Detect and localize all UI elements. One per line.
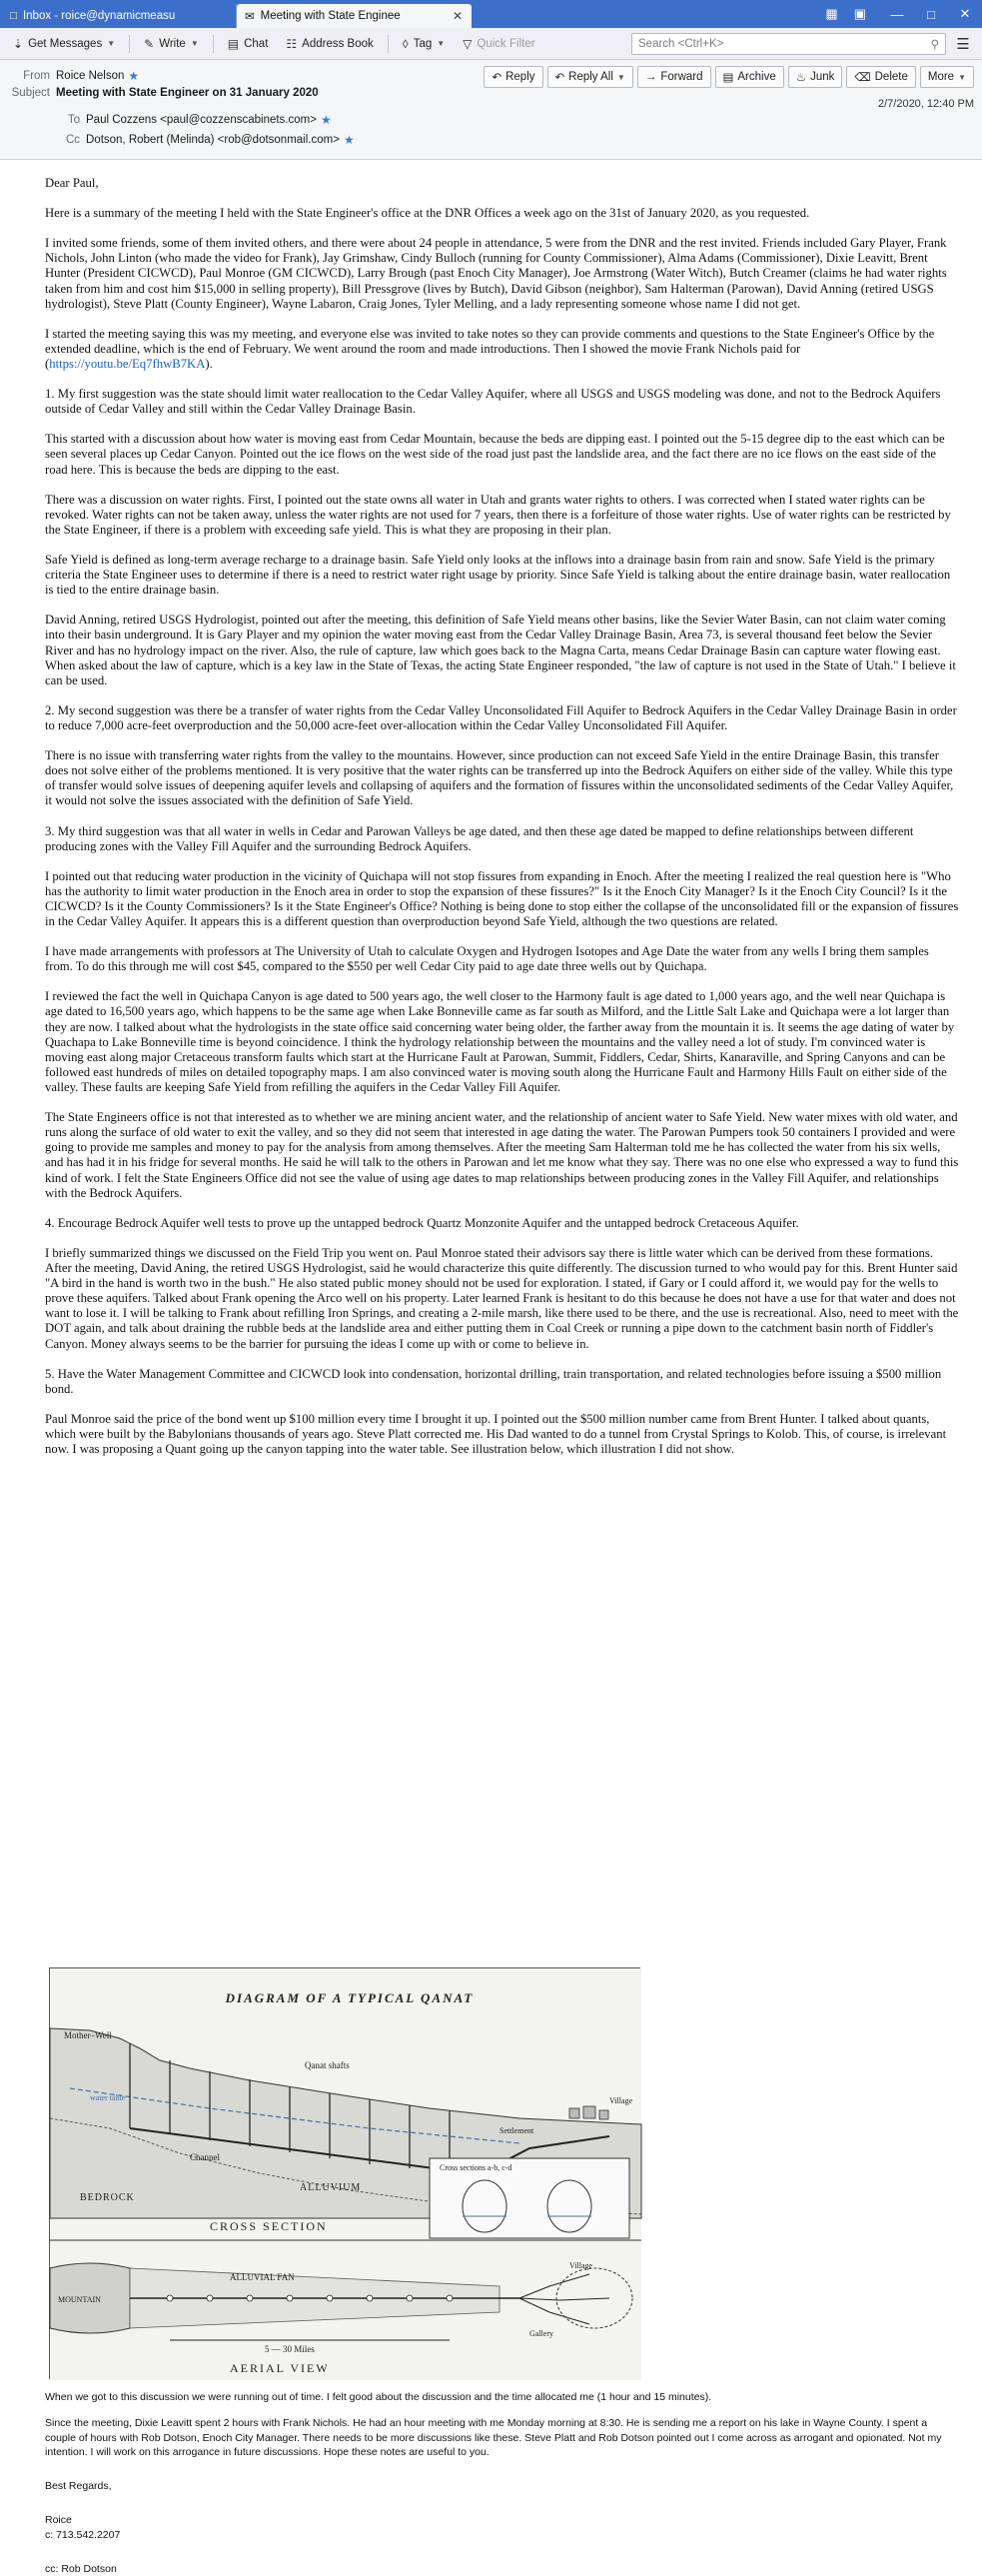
paragraph: 2. My second suggestion was there be a transfer of water rights from the Cedar Valley Unconsolidated Fill Aquifer to Bedrock Aquifers in the Cedar Valley Drainage Basin in order to reduce 7,000 acre-feet overproduction and the 50,000 acre-feet over-allocation within the Cedar Valley Unconsolidated Fill Aquifer. xyxy=(45,702,957,732)
label-water-table: water table xyxy=(90,2093,126,2102)
cc-label: Cc xyxy=(65,134,80,146)
quick-filter-label: Quick Filter xyxy=(477,37,535,50)
reply-button[interactable] xyxy=(484,66,542,88)
paragraph: Paul Monroe said the price of the bond went up $100 million every time I brought it up. I pointed out the $500 million number came from Brent Hunter. I talked about quants, which were built by the Babylonians thousands of years ago. Steve Platt corrected me. His Dad wanted to do a tunnel from Crystal Springs to Kolob. This, of course, is irrelevant now. I was proposing a Quant going up the canyon tapping into the water table. See illustration below, which illustration I did not show. xyxy=(45,1411,947,1457)
paragraph: David Anning, retired USGS Hydrologist, pointed out after the meeting, this definition of Safe Yield means other basins, like the Sevier Water Basin, can not claim water coming into their basin underground. It is Gary Player and my opinion the water moving east from the Cedar Valley Drainage Basin, Area 73, is several thousand feet below the Sevier River and has no hydrology impact on the river. Also, the rule of capture, law which goes back to the Magna Carta, means Cedar Drainage Basin can capture water flowing east. When asked about the law of capture, which is a key law in the State of Texas, the acting State Engineer responded, "the law of capture is not used in the State of Utah." I believe it can be used. xyxy=(45,613,956,687)
write-label: Write xyxy=(159,37,186,50)
paragraph: 5. Have the Water Management Committee and CICWCD look into condensation, horizontal drilling, train transportation, and related technologies before issuing a $500 million bond. xyxy=(45,1366,942,1396)
tab-message[interactable] xyxy=(237,4,472,28)
paragraph: 1. My first suggestion was the state should limit water reallocation to the Cedar Valley Aquifer, where all USGS and USGS modeling was done, and not to the Bedrock Aquifers outside of Cedar Valley and still within the Cedar Valley Drainage Basin. xyxy=(45,387,941,417)
paragraph: I reviewed the fact the well in Quichapa Canyon is age dated to 500 years ago, the well closer to the Harmony fault is age dated to 1,000 years ago, and the well near Quichapa is age dated to 16,500 years ago, which happens to be the same age when Lake Bonneville came as far south as Milford, and the Little Salt Lake and Quichapa were a lot larger than they are now. I talked about what the hydrologists in the state office said concerning water being older, the farther away from the mountain it is. It seems the age dating of water by Quachapa to Lake Bonneville time is beyond coincidence. I think the hydrology relationship between the mountains and the valley need a lot of study. I'm convinced water is moving east along major Cretaceous transform faults which start at the Hurricane Fault at Parowan, Summit, Fiddlers, Cedar, Shirts, Kanaraville, and Spring Canyons and can be followed east hundreds of miles on detailed topography maps. I am also convinced water is moving south along the Hurricane Fault and Harmony Hills Fault on either side of the valley. These faults are keeping Safe Yield from refilling the aquifers in the Cedar Valley Fill Aquifer. xyxy=(45,989,955,1095)
forward-label: Forward xyxy=(660,71,703,83)
tasks-icon[interactable]: ▣ xyxy=(853,6,866,21)
filter-icon: ▽ xyxy=(463,36,473,51)
paragraph: When we got to this discussion we were running out of time. I felt good about the discussion and the time allocated me (1 hour and 15 minutes). xyxy=(45,2391,712,2403)
figure-title: DIAGRAM OF A TYPICAL QANAT xyxy=(225,1990,475,2005)
signature-phone: c: 713.542.2207 xyxy=(45,2528,121,2541)
chevron-down-icon[interactable]: ▼ xyxy=(616,72,625,82)
cc-row xyxy=(0,133,355,147)
paragraph-text: ). xyxy=(205,356,213,371)
more-button[interactable] xyxy=(920,66,974,88)
forward-button[interactable] xyxy=(637,66,711,88)
envelope-icon: ✉ xyxy=(245,11,255,23)
tab-bar xyxy=(0,0,982,28)
star-icon[interactable]: ★ xyxy=(320,113,332,127)
from-value[interactable]: Roice Nelson xyxy=(56,70,125,82)
subject-row xyxy=(0,87,319,99)
label-qanat-shafts: Qanat shafts xyxy=(305,2060,350,2070)
label-mother-well: Mother–Well xyxy=(64,2030,112,2040)
paragraph: I pointed out that reducing water production in the vicinity of Quichapa will not stop fissures from expanding in Enoch. After the meeting I realized the real question here is "Who has the authority to limit water production in the Enoch area in order to stop the expansion of these fissures?" Is it the Enoch City Manager? Is it the Enoch City Council? Is it the CICWCD? Is it the County Commissioners? Is it the State Engineer's Office? Nothing is being done to stop either the collapse of the unconsolidated fill or the expansion of fissures in the Cedar Valley Aquifer. It appears this is a different question than overproduction beyond Safe Yield, although the two questions are related. xyxy=(45,868,959,929)
qanat-diagram xyxy=(49,1967,640,2379)
paragraph: Safe Yield is defined as long-term average recharge to a drainage basin. Safe Yield only looks at the inflows into a drainage basin from rain and snow. Safe Yield is the primary criteria the State Engineer uses to determine if there is a need to restrict water right usage by priority. Since Safe Yield is talking about the entire drainage basin, water reallocation is tied to the entire drainage basin. xyxy=(45,552,951,598)
to-row xyxy=(0,113,332,127)
label-gallery: Gallery xyxy=(529,2329,553,2338)
label-bedrock: BEDROCK xyxy=(80,2192,135,2203)
close-tab-icon[interactable]: ✕ xyxy=(452,9,463,23)
paragraph: 3. My third suggestion was that all water in wells in Cedar and Parowan Valleys be age dated, and then these age dated be mapped to define relationships between different producing zones with the Valley Fill Aquifer and the surrounding Bedrock Aquifers. xyxy=(45,823,914,853)
archive-icon: ▤ xyxy=(722,72,734,84)
minimize-icon[interactable]: — xyxy=(890,6,904,22)
tag-button[interactable] xyxy=(396,34,452,54)
sign-off: Best Regards, xyxy=(45,2480,112,2493)
subject-value: Meeting with State Engineer on 31 January 2020 xyxy=(56,87,319,99)
reply-label: Reply xyxy=(505,71,535,83)
pencil-icon: ✎ xyxy=(144,36,155,51)
label-cross-sections: Cross sections a-b, c-d xyxy=(440,2163,512,2172)
paragraph: Since the meeting, Dixie Leavitt spent 2 hours with Frank Nichols. He had an hour meeting with me Monday morning at 8:30. He is sending me a report on his lake in Wayne County. I spent a couple of hours with Rob Dotson, Enoch City Manager. There needs to be more discussions like these. Steve Platt and Rob Dotson pointed out I come across as arrogant and opionated. Not my intention. I will work on this arrogance in future discussions. Hope these notes are useful to you. xyxy=(45,2417,942,2458)
youtube-link[interactable]: https://youtu.be/Eq7fhwB7KA xyxy=(49,356,206,371)
from-row xyxy=(0,69,139,83)
chevron-down-icon[interactable]: ▼ xyxy=(190,39,199,48)
paragraph xyxy=(45,327,959,372)
calendar-icon[interactable]: ▦ xyxy=(825,6,838,21)
more-label: More xyxy=(927,71,955,83)
label-settlement: Settlement xyxy=(499,2126,534,2135)
paragraph: I invited some friends, some of them invited others, and there were about 24 people in attendance, 5 were from the DNR and the rest invited. Friends included Gary Player, Frank Nichols, John Linton (who made the video for Frank), Jay Grimshaw, Cindy Bulloch (running for County Commissioner), Alma Adams (Commissioner), Dixie Leavitt, Brent Hunter (President CICWCD), Paul Monroe (GM CICWCD), Larry Brough (past Enoch City Manager), Joe Armstrong (Water Witch), Butch Creamer (claims he had water rights taken from him and cost him $15,000 in selling property), Bill Pressgrove (lives by Butch), David Gibson (neighbor), Sam Halterman (Parowan), David Anning (retired USGS hydrologist), Steve Platt (County Engineer), Wayne Labaron, Craig Jones, Tyler Melling, and a lady representing someone whose name I did not get. xyxy=(45,236,947,311)
label-channel: Channel xyxy=(190,2152,220,2162)
paragraph: I have made arrangements with professors at The University of Utah to calculate Oxygen and Hydrogen Isotopes and Age Date the water from any wells I bring them samples from. To do this through me will cost $45, compared to the $550 per well Cedar City paid to age date three wells out by Quichapa. xyxy=(45,944,929,974)
chevron-down-icon: ▼ xyxy=(958,72,966,82)
chevron-down-icon[interactable]: ▼ xyxy=(107,39,116,48)
delete-button[interactable] xyxy=(846,66,916,88)
write-button[interactable] xyxy=(137,34,206,54)
junk-label: Junk xyxy=(810,71,835,83)
message-actions xyxy=(484,66,974,88)
label-village: Village xyxy=(609,2096,633,2105)
message-closing xyxy=(45,2390,959,2576)
address-book-icon: ☷ xyxy=(286,36,298,51)
get-messages-label: Get Messages xyxy=(28,37,103,50)
subject-label: Subject xyxy=(11,87,50,99)
paragraph-text: I started the meeting saying this was my meeting, and everyone else was invited to take notes so they can provide comments and questions to the State Engineer's Office by the extended deadline, which is the end of February. We went around the room and made introductions. Then I showed the movie Frank Nichols paid for ( xyxy=(45,326,935,371)
archive-label: Archive xyxy=(737,71,776,83)
label-aerial-view: AERIAL VIEW xyxy=(230,2361,330,2375)
message-header xyxy=(0,60,982,160)
star-icon[interactable]: ★ xyxy=(343,133,355,147)
inbox-icon: □ xyxy=(10,10,17,22)
search-placeholder: Search <Ctrl+K> xyxy=(638,37,724,50)
label-village: Village xyxy=(569,2261,593,2270)
label-miles: 5 — 30 Miles xyxy=(265,2344,315,2354)
label-mountain: MOUNTAIN xyxy=(58,2295,101,2304)
delete-label: Delete xyxy=(874,71,908,83)
to-value[interactable]: Paul Cozzens <paul@cozzenscabinets.com> xyxy=(86,114,317,126)
tag-label: Tag xyxy=(413,37,433,50)
reply-all-button[interactable] xyxy=(547,66,633,88)
message-date: 2/7/2020, 12:40 PM xyxy=(877,98,974,110)
tab-inbox[interactable] xyxy=(2,4,237,28)
reply-all-label: Reply All xyxy=(568,71,613,83)
junk-icon: ♨ xyxy=(795,72,807,84)
paragraph: There is no issue with transferring water rights from the valley to the mountains. However, since production can not exceed Safe Yield in the entire Drainage Basin, this transfer does not solve either of the problems mentioned. It is very positive that the water rights can be transferred up into the Bedrock Aquifers on either side of the valley. While this type of transfer would solve issues of deepening aquifer levels and collapsing of aquifers and the formation of fissures within the unconsolidated sediments of the Cedar Valley Aquifer, it would not solve the issues associated with the definition of Safe Yield. xyxy=(45,748,954,808)
get-messages-button[interactable] xyxy=(6,34,122,54)
chevron-down-icon[interactable]: ▼ xyxy=(437,39,446,48)
cc-value[interactable]: Dotson, Robert (Melinda) <rob@dotsonmail.com> xyxy=(86,134,340,146)
address-book-button[interactable] xyxy=(279,34,380,54)
junk-button[interactable] xyxy=(788,66,843,88)
chat-label: Chat xyxy=(244,37,269,50)
message-body xyxy=(45,176,959,1472)
label-alluvial-fan: ALLUVIAL FAN xyxy=(230,2272,295,2282)
tag-icon: ◊ xyxy=(402,36,409,51)
reply-icon: ↶ xyxy=(491,72,502,84)
star-icon[interactable]: ★ xyxy=(128,69,140,83)
trash-icon: ⌫ xyxy=(854,72,871,84)
paragraph: This started with a discussion about how water is moving east from Cedar Mountain, because the beds are dipping east. I pointed out the 5-15 degree dip to the east which can be seen several places up Cedar Canyon. Pointed out the ice flows on the west side of the road just past the landslide area, and the fact there are no ice flows on the east side of the road here. This is because the beds are dipping to the east. xyxy=(45,432,945,477)
to-label: To xyxy=(67,114,80,126)
signature-name: Roice xyxy=(45,2514,72,2527)
search-icon: ⚲ xyxy=(930,38,939,51)
reply-all-icon: ↶ xyxy=(554,72,565,84)
address-book-label: Address Book xyxy=(302,37,374,50)
paragraph: I briefly summarized things we discussed on the Field Trip you went on. Paul Monroe stated their advisors say there is little water which can be derived from these formations. After the meeting, David Aning, the retired USGS Hydrologist, said he would characterize this quite differently. The discussion turned to who would pay for this. Brent Hunter said "A bird in the hand is worth two in the bush." He also stated public money should not be used for exploration. I stated, if Gary or I could afford it, we would pay for the wells to prove these aquifers. Talked about Frank opening the Arco well on his property. Later learned Frank is hesitant to do this because he does not have a use for that water and does not want to lose it. I will be talking to Frank about refilling Iron Springs, and creating a 2-mile marsh, like there used to be there, and the use is recreational. Also, need to meet with the DOT again, and talk about draining the rubble beds at the landslide area and either putting them in Coal Creek or running a pipe down to the catchment basin north of Fiddler's Canyon. Money always seems to be the barrier for pursuing the ideas I come up with or come to believe in. xyxy=(45,1245,959,1351)
paragraph: 4. Encourage Bedrock Aquifer well tests to prove up the untapped bedrock Quartz Monzonite Aquifer and the untapped bedrock Cretaceous Aquifer. xyxy=(45,1215,799,1230)
forward-icon: → xyxy=(644,71,657,83)
search-input[interactable] xyxy=(631,33,946,55)
tab-label: Inbox - roice@dynamicmeasu xyxy=(22,10,176,22)
chat-button[interactable] xyxy=(221,34,276,54)
quick-filter-button[interactable] xyxy=(456,34,541,54)
label-alluvium: ALLUVIUM xyxy=(300,2182,362,2193)
greeting: Dear Paul, xyxy=(45,176,99,190)
archive-button[interactable] xyxy=(715,66,784,88)
tab-label: Meeting with State Enginee xyxy=(260,10,401,22)
signature-cc: cc: Rob Dotson xyxy=(45,2562,117,2575)
label-cross-section: CROSS SECTION xyxy=(210,2219,328,2233)
paragraph: There was a discussion on water rights. First, I pointed out the state owns all water in Utah and grants water rights to others. I was corrected when I stated water rights can be revoked. Water rights can not be taken away, unless the water rights are not used for 7 years, then there is a forfeiture of those water rights. Use of water rights can be restricted by the State Engineer, if there is a problem with exceeding safe yield. This is what they are proposing in their plan. xyxy=(45,492,951,537)
chat-icon: ▤ xyxy=(227,36,240,51)
hamburger-menu-icon[interactable]: ☰ xyxy=(956,35,970,53)
maximize-icon[interactable]: □ xyxy=(927,6,935,22)
paragraph: Here is a summary of the meeting I held with the State Engineer's office at the DNR Offices a week ago on the 31st of January 2020, as you requested. xyxy=(45,206,810,221)
from-label: From xyxy=(23,70,50,82)
close-window-icon[interactable]: ✕ xyxy=(959,6,971,21)
download-icon: ⇣ xyxy=(13,36,24,51)
paragraph: The State Engineers office is not that interested as to whether we are mining ancient water, and the relationship of ancient water to Safe Yield. New water mixes with old water, and runs along the surface of old water to exit the valley, and so they did not seem that interested in age dating the water. The Parowan Pumpers took 50 containers I provided and were going to provide me samples and money to pay for the analysis from among themselves. After the meeting Sam Halterman told me he has collected the water from his six wells, and has had it in his fridge for several months. He said he will talk to the others in Parowan and let me know what they say. There was no one else who expressed a way to fund this kind of work. I felt the State Engineers Office did not see the value of using age dates to map relationships between producing zones in the Valley Fill Aquifer, and relationships with the Bedrock Aquifers. xyxy=(45,1110,959,1200)
main-toolbar xyxy=(0,28,982,60)
